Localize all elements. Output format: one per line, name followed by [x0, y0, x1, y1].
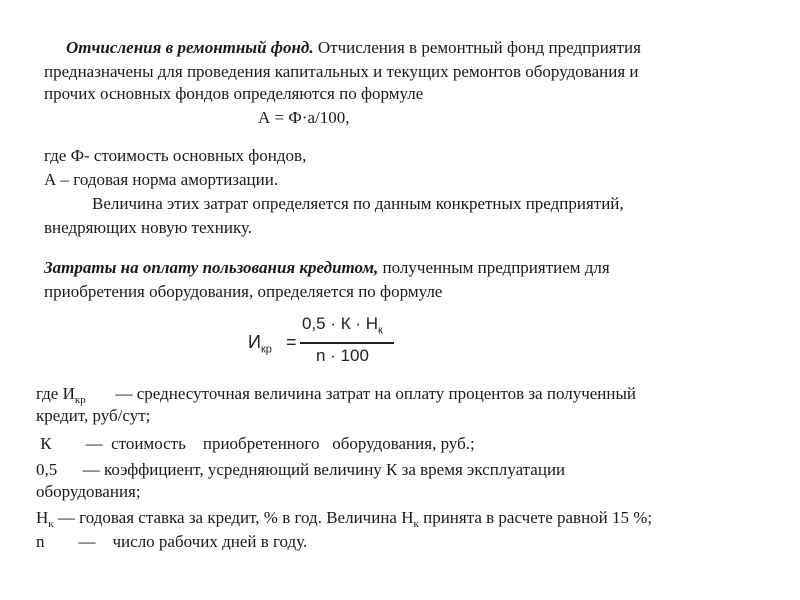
definition-coefficient-cont: оборудования; — [36, 482, 141, 501]
definition-nk — [36, 508, 652, 530]
formula-numerator — [302, 314, 383, 336]
paragraph-costs-line1: Величина этих затрат определяется по данным конкретных предприятий, — [92, 194, 624, 213]
formula-depreciation: А = Ф·а/100, — [258, 108, 350, 127]
text-span: полученным предприятием для — [378, 258, 610, 277]
heading-credit-costs: Затраты на оплату пользования кредитом, — [44, 258, 379, 277]
text-span: Отчисления в ремонтный фонд предприятия — [313, 38, 641, 57]
formula-fraction-bar — [300, 342, 394, 344]
definition-k: К — стоимость приобретенного оборудования, руб.; — [36, 434, 475, 453]
definition-f: где Ф- стоимость основных фондов, — [44, 146, 307, 165]
formula-lhs-symbol: И — [248, 332, 261, 352]
paragraph-repair-fund-line3: прочих основных фондов определяются по формуле — [44, 84, 424, 103]
formula-credit-cost — [248, 312, 408, 372]
definition-ikr — [36, 384, 636, 406]
paragraph-repair-fund-line1 — [66, 38, 641, 58]
text-span: где И — [36, 384, 75, 403]
formula-equals: = — [286, 332, 297, 352]
formula-numerator-main: 0,5 · К · Н — [302, 314, 379, 333]
formula-denominator: n · 100 — [316, 346, 369, 365]
definition-ikr-cont: кредит, руб/сут; — [36, 406, 151, 425]
heading-repair-fund: Отчисления в ремонтный фонд. — [66, 38, 314, 57]
text-span: — годовая ставка за кредит, % в год. Величина Н — [53, 508, 414, 527]
definition-n: n — число рабочих дней в году. — [36, 532, 308, 551]
paragraph-credit-line2: приобретения оборудования, определяется по формуле — [44, 282, 443, 301]
definition-a: А – годовая норма амортизации. — [44, 170, 279, 189]
paragraph-costs-line2: внедряющих новую технику. — [44, 218, 253, 237]
formula-lhs-subscript: кр — [260, 343, 272, 356]
subscript-k: к — [48, 518, 54, 530]
text-span: — среднесуточная величина затрат на оплату процентов за полученный — [85, 384, 637, 403]
text-span: принята в расчете равной 15 %; — [418, 508, 653, 527]
subscript-k: к — [413, 518, 419, 530]
definition-coefficient: 0,5 — коэффициент, усредняющий величину К за время эксплуатации — [36, 460, 566, 479]
text-span: Н — [36, 508, 49, 527]
paragraph-repair-fund-line2: предназначены для проведения капитальных и текущих ремонтов оборудования и — [44, 62, 639, 81]
subscript-kr: кр — [74, 394, 86, 406]
paragraph-credit-line1 — [44, 258, 610, 278]
formula-lhs — [248, 332, 272, 356]
formula-numerator-subscript: к — [378, 324, 383, 337]
